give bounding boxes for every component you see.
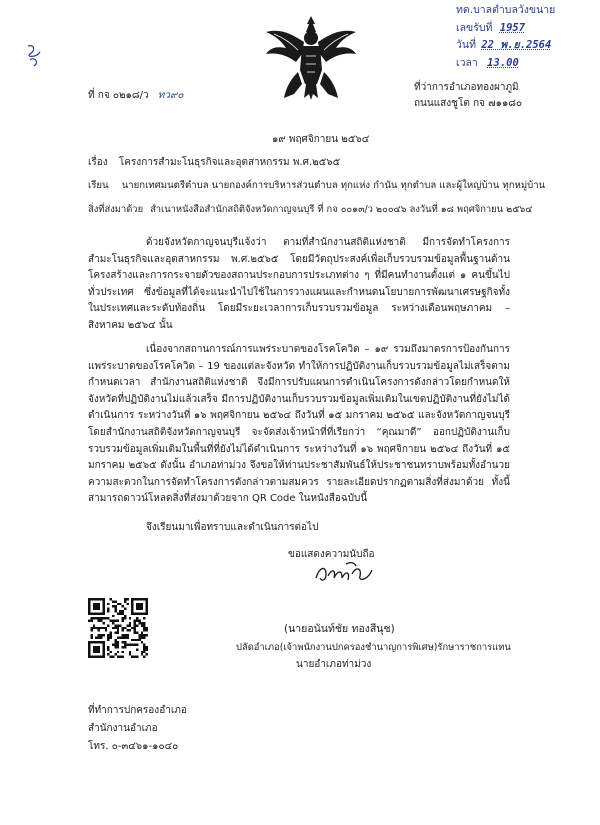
attachment-line bbox=[88, 202, 532, 217]
stamp-time-value: 13.00 bbox=[487, 56, 519, 69]
subject-line bbox=[88, 155, 340, 170]
attachment-text: สำเนาหนังสือสำนักสถิติจังหวัดกาญจนบุรี ที่ กจ ๐๐๑๓/ว ๒๐๐๔๖ ลงวันที่ ๑๘ พฤศจิกายน ๒๕๖๔ bbox=[150, 204, 533, 215]
attachment-label: สิ่งที่ส่งมาด้วย bbox=[88, 204, 144, 215]
signer-position-1: ปลัดอำเภอ(เจ้าพนักงานปกครองชำนาญการพิเศษ)รักษาราชการแทน bbox=[236, 642, 511, 653]
office-address-line1: ที่ว่าการอำเภอทองผาภูมิ bbox=[414, 82, 519, 93]
stamp-office: ทต.บาลตำบลวังขนาย bbox=[456, 4, 556, 16]
doc-number-handwritten: ทว๙๐ bbox=[157, 90, 184, 101]
regards-text: ขอแสดงความนับถือ bbox=[288, 549, 375, 560]
doc-number: ที่ กจ ๐๒๑๘/ว bbox=[88, 90, 149, 101]
footer-section: สำนักงานอำเภอ bbox=[88, 723, 158, 734]
signer-position-2: นายอำเภอท่าม่วง bbox=[296, 659, 372, 670]
document-date: ๑๙ พฤศจิกายน ๒๕๖๔ bbox=[272, 134, 370, 145]
recipient-label: เรียน bbox=[88, 180, 109, 191]
stamp-date-label: วันที่ bbox=[456, 39, 476, 51]
stamp-receipt-number: 1957 bbox=[499, 21, 526, 34]
handwritten-signature bbox=[312, 558, 378, 588]
subject-text: โครงการสำมะโนธุรกิจและอุตสาหกรรม พ.ศ.๒๕๖๕ bbox=[118, 157, 341, 168]
recipient-text: นายกเทศมนตรีตำบล นายกองค์การบริหารส่วนตำบล ทุกแห่ง กำนัน ทุกตำบล และผู้ใหญ่บ้าน ทุกหมู่บ้าน bbox=[121, 180, 546, 191]
footer-phone: โทร. ๐-๓๔๖๑-๑๐๔๐ bbox=[88, 741, 179, 752]
signer-name: (นายอนันท์ชัย ทองสีนุช) bbox=[284, 623, 395, 635]
closing-request: จึงเรียนมาเพื่อทราบและดำเนินการต่อไป bbox=[146, 522, 319, 533]
stamp-date-value: 22 พ.ย.2564 bbox=[481, 39, 552, 51]
office-address-line2: ถนนแสงชูโต กจ ๗๑๑๘๐ bbox=[414, 98, 523, 109]
qr-code-icon[interactable] bbox=[88, 598, 148, 658]
recipient-line bbox=[88, 178, 545, 193]
doc-number-line bbox=[88, 88, 183, 103]
subject-label: เรื่อง bbox=[88, 157, 108, 168]
body-paragraph-2: เนื่องจากสถานการณ์การแพร่ระบาดของโรคโควิด – ๑๙ รวมถึงมาตรการป้องกันการแพร่ระบาดของโรคโควิด – 19 ของแต่ละจังหวัด ทำให้การปฏิบัติงานเก็บรวบรวมข้อมูลไม่เสร็จตามกำหนดเวลา สำนักงานสถิติแห่งชาติ จึงมีการปรับแผนการดำเนินโครงการดังกล่าวโดยกำหนดให้จังหวัดที่ปฏิบัติงานไม่แล้วเสร็จ มีการปฏิบัติงานเก็บรวบรวมข้อมูลเพิ่มเติมในเขตปฏิบัติงานที่ยังไม่ได้ดำเนินการ ระหว่างวันที่ ๑๖ พฤศจิกายน ๒๕๖๔ ถึงวันที่ ๑๕ มกราคม ๒๕๖๕ และจังหวัดกาญจนบุรี โดยสำนักงานสถิติจังหวัดกาญจนบุรี จะจัดส่งเจ้าหน้าที่ที่เรียกว่า “คุณมาดี” ออกปฏิบัติงานเก็บรวบรวมข้อมูลเพิ่มเติมในพื้นที่ที่ยังไม่ได้ดำเนินการ ระหว่างวันที่ ๑๖ พฤศจิกายน ๒๕๖๔ ถึงวันที่ ๑๕ มกราคม ๒๕๖๕ ดังนั้น อำเภอท่าม่วง จึงขอให้ท่านประชาสัมพันธ์ให้ประชาชนทราบพร้อมทั้งอำนวยความสะดวกในการจัดทำโครงการดังกล่าวตามสมควร รายละเอียดปรากฏตามสิ่งที่ส่งมาด้วย ทั้งนี้ สามารถดาวน์โหลดสิ่งที่ส่งมาด้วยจาก QR Code ในหนังสือฉบับนี้ bbox=[88, 344, 510, 505]
stamp-receipt-label: เลขรับที่ bbox=[456, 21, 493, 34]
footer-office: ที่ทำการปกครองอำเภอ bbox=[88, 705, 187, 716]
body-paragraph-1: ด้วยจังหวัดกาญจนบุรีแจ้งว่า ตามที่สำนักงานสถิติแห่งชาติ มีการจัดทำโครงการสำมะโนธุรกิจและอุตสาหกรรม พ.ศ.๒๕๖๕ โดยมีวัตถุประสงค์เพื่อเก็บรวบรวมข้อมูลพื้นฐานด้านโครงสร้างและการกระจายตัวของสถานประกอบการประเภทต่าง ๆ ที่มีคนทำงานตั้งแต่ ๑ คนขึ้นไปทั่วประเทศ ซึ่งข้อมูลที่ได้จะแนะนำไปใช้ในการวางแผนและกำหนดนโยบายการพัฒนาเศรษฐกิจทั้งในประเทศและระดับท้องถิ่น โดยมีระยะเวลาการเก็บรวบรวมข้อมูล ระหว่างเดือนพฤษภาคม – สิงหาคม ๒๕๖๔ นั้น bbox=[88, 237, 510, 331]
stamp-time-label: เวลา bbox=[456, 56, 478, 69]
margin-handwritten-mark bbox=[24, 42, 46, 68]
garuda-emblem-icon bbox=[262, 14, 360, 102]
